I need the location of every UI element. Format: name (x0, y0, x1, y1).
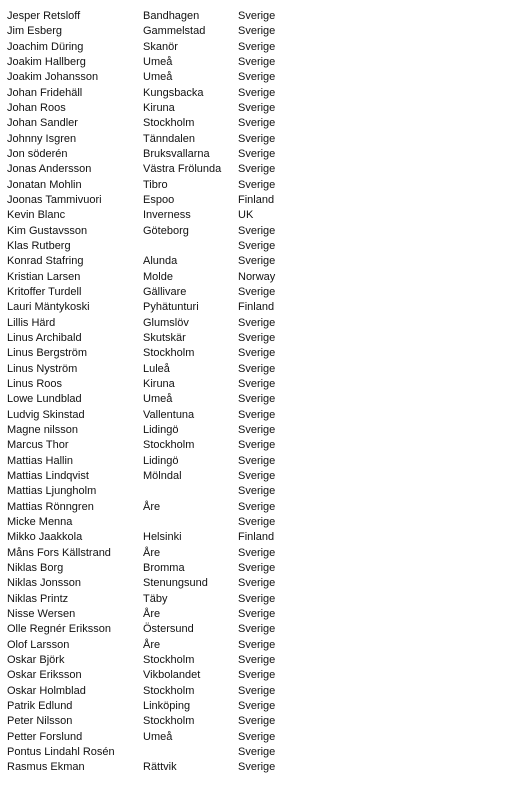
table-row (7, 392, 517, 407)
city-cell: Stockholm (143, 715, 195, 728)
country-cell: Sverige (238, 592, 276, 605)
country-cell: Sverige (238, 286, 276, 299)
country-cell: Sverige (238, 86, 276, 99)
table-row (7, 637, 517, 652)
city-cell: Östersund (143, 623, 194, 636)
city-cell: Umeå (143, 730, 173, 743)
city-cell: Stockholm (143, 117, 195, 130)
city-cell: Vikbolandet (143, 669, 201, 682)
city-cell: Glumslöv (143, 316, 189, 329)
name-cell: Lauri Mäntykoski (7, 301, 90, 314)
country-cell: Sverige (238, 470, 276, 482)
city-cell: Stockholm (143, 347, 195, 360)
name-cell: Linus Nyström (7, 362, 78, 375)
table-row (7, 208, 517, 223)
table-row (7, 576, 517, 591)
city-cell: Skutskär (143, 332, 186, 345)
name-cell: Magne nilsson (7, 424, 78, 437)
table-row (7, 316, 517, 331)
name-cell: Johan Roos (7, 102, 66, 115)
country-cell: Sverige (238, 10, 276, 23)
country-cell: Sverige (238, 684, 276, 697)
city-cell: Molde (143, 270, 173, 283)
name-cell: Johan Fridehäll (7, 86, 83, 99)
city-cell: Kungsbacka (143, 86, 204, 99)
country-cell: Sverige (238, 761, 276, 774)
name-cell: Johnny Isgren (7, 132, 77, 145)
city-cell: Åre (143, 638, 161, 651)
name-cell: Lillis Härd (7, 316, 56, 329)
table-row (7, 500, 517, 515)
country-cell: Sverige (238, 454, 276, 467)
name-cell: Kevin Blanc (7, 209, 66, 222)
country-cell: Sverige (238, 117, 276, 130)
country-cell: Sverige (238, 132, 276, 145)
name-cell: Joakim Hallberg (7, 56, 86, 69)
city-cell: Pyhätunturi (143, 301, 199, 314)
country-cell: Sverige (238, 638, 276, 651)
country-cell: Sverige (238, 515, 276, 528)
country-cell: Sverige (238, 623, 276, 636)
country-cell: Sverige (238, 424, 276, 437)
table-row (7, 683, 517, 698)
table-row (7, 70, 517, 85)
city-cell: Kiruna (143, 378, 175, 391)
name-cell: Marcus Thor (7, 439, 69, 452)
country-cell: Sverige (238, 178, 276, 191)
city-cell: Lidingö (143, 454, 179, 467)
city-cell: Rättvik (143, 761, 177, 774)
name-cell: Jesper Retsloff (7, 10, 81, 23)
table-row (7, 377, 517, 392)
name-cell: Måns Fors Källstrand (7, 546, 111, 559)
name-cell: Olle Regnér Eriksson (7, 623, 111, 636)
country-cell: Sverige (238, 669, 276, 682)
city-cell: Lidingö (143, 424, 179, 437)
country-cell: Sverige (238, 607, 276, 620)
country-cell: Finland (238, 301, 275, 314)
city-cell: Umeå (143, 393, 173, 406)
country-cell: Sverige (238, 316, 276, 329)
name-cell: Joonas Tammivuori (7, 194, 102, 207)
name-cell: Pontus Lindahl Rosén (7, 745, 115, 758)
table-row (7, 270, 517, 285)
country-cell: Sverige (238, 240, 276, 253)
country-cell: Sverige (238, 40, 276, 53)
table-row (7, 545, 517, 560)
name-cell: Petter Forslund (7, 730, 83, 743)
name-cell: Kritoffer Turdell (7, 286, 82, 299)
name-cell: Patrik Edlund (7, 699, 73, 712)
city-cell: Linköping (143, 699, 191, 712)
city-cell: Alunda (143, 255, 178, 268)
name-cell: Oskar Holmblad (7, 684, 86, 697)
city-cell: Västra Frölunda (143, 163, 222, 176)
table-row (7, 9, 517, 24)
table-row (7, 408, 517, 423)
city-cell: Tibro (143, 178, 168, 191)
country-cell: Sverige (238, 408, 276, 421)
city-cell: Mölndal (143, 470, 182, 482)
table-row (7, 101, 517, 116)
table-row (7, 162, 517, 177)
table-row (7, 24, 517, 39)
table-row (7, 484, 517, 499)
name-cell: Micke Menna (7, 515, 73, 528)
country-cell: UK (238, 209, 254, 222)
city-cell: Bromma (143, 561, 185, 574)
table-row (7, 285, 517, 300)
name-cell: Rasmus Ekman (7, 761, 85, 774)
name-cell: Joachim Düring (7, 40, 84, 53)
name-cell: Mikko Jaakkola (7, 531, 83, 544)
name-cell: Nisse Wersen (7, 607, 76, 620)
table-row (7, 132, 517, 147)
name-cell: Niklas Borg (7, 561, 64, 574)
country-cell: Sverige (238, 393, 276, 406)
country-cell: Finland (238, 194, 275, 207)
city-cell: Gällivare (143, 286, 187, 299)
table-row (7, 224, 517, 239)
city-cell: Bruksvallarna (143, 148, 210, 161)
country-cell: Sverige (238, 577, 276, 590)
table-row (7, 116, 517, 131)
name-cell: Linus Roos (7, 378, 63, 391)
name-cell: Mattias Lindqvist (7, 470, 89, 482)
country-cell: Sverige (238, 439, 276, 452)
name-cell: Jonas Andersson (7, 163, 92, 176)
name-cell: Jim Esberg (7, 25, 63, 38)
table-row (7, 40, 517, 55)
country-cell: Sverige (238, 347, 276, 360)
country-cell: Sverige (238, 163, 276, 176)
name-cell: Niklas Jonsson (7, 577, 81, 590)
country-cell: Finland (238, 531, 275, 544)
city-cell: Luleå (143, 362, 170, 375)
table-row (7, 653, 517, 668)
table-row (7, 147, 517, 162)
country-cell: Sverige (238, 56, 276, 69)
name-cell: Linus Bergström (7, 347, 88, 360)
table-row (7, 530, 517, 545)
table-row (7, 607, 517, 622)
country-cell: Sverige (238, 485, 276, 498)
table-row (7, 254, 517, 269)
city-cell: Kiruna (143, 102, 175, 115)
name-cell: Mattias Ljungholm (7, 485, 97, 498)
table-row (7, 193, 517, 208)
name-cell: Mattias Rönngren (7, 500, 94, 513)
city-cell: Gammelstad (143, 25, 206, 38)
name-cell: Oskar Björk (7, 653, 65, 666)
table-row (7, 438, 517, 453)
city-cell: Stockholm (143, 684, 195, 697)
city-cell: Täby (143, 592, 168, 605)
table-row (7, 239, 517, 254)
city-cell: Inverness (143, 209, 191, 222)
name-cell: Kristian Larsen (7, 270, 81, 283)
country-cell: Sverige (238, 25, 276, 38)
table-row (7, 714, 517, 729)
city-cell: Espoo (143, 194, 175, 207)
name-cell: Ludvig Skinstad (7, 408, 85, 421)
table-row (7, 591, 517, 606)
table-row (7, 729, 517, 744)
table-row (7, 668, 517, 683)
table-row (7, 86, 517, 101)
name-cell: Mattias Hallin (7, 454, 74, 467)
country-cell: Sverige (238, 500, 276, 513)
name-cell: Klas Rutberg (7, 240, 71, 253)
table-row (7, 362, 517, 377)
participant-table (7, 9, 517, 775)
city-cell: Stenungsund (143, 577, 208, 590)
country-cell: Sverige (238, 745, 276, 758)
name-cell: Joakim Johansson (7, 71, 99, 84)
city-cell: Tänndalen (143, 132, 195, 145)
city-cell: Vallentuna (143, 408, 195, 421)
name-cell: Johan Sandler (7, 117, 78, 130)
table-row (7, 469, 517, 484)
name-cell: Konrad Stafring (7, 255, 84, 268)
country-cell: Sverige (238, 715, 276, 728)
table-row (7, 55, 517, 70)
table-row (7, 346, 517, 361)
country-cell: Sverige (238, 730, 276, 743)
name-cell: Lowe Lundblad (7, 393, 82, 406)
country-cell: Sverige (238, 332, 276, 345)
table-row (7, 699, 517, 714)
city-cell: Skanör (143, 40, 178, 53)
name-cell: Kim Gustavsson (7, 224, 88, 237)
city-cell: Åre (143, 546, 161, 559)
city-cell: Umeå (143, 71, 173, 84)
name-cell: Linus Archibald (7, 332, 82, 345)
table-row (7, 515, 517, 530)
city-cell: Bandhagen (143, 10, 200, 23)
name-cell: Olof Larsson (7, 638, 70, 651)
city-cell: Åre (143, 500, 161, 513)
table-row (7, 622, 517, 637)
country-cell: Norway (238, 270, 276, 283)
city-cell: Stockholm (143, 653, 195, 666)
city-cell: Åre (143, 607, 161, 620)
country-cell: Sverige (238, 699, 276, 712)
name-cell: Oskar Eriksson (7, 669, 82, 682)
country-cell: Sverige (238, 362, 276, 375)
city-cell: Göteborg (143, 224, 189, 237)
country-cell: Sverige (238, 102, 276, 115)
name-cell: Jon söderén (7, 148, 68, 161)
country-cell: Sverige (238, 148, 276, 161)
table-row (7, 331, 517, 346)
name-cell: Jonatan Mohlin (7, 178, 82, 191)
table-row (7, 454, 517, 469)
name-cell: Peter Nilsson (7, 715, 73, 728)
name-cell: Niklas Printz (7, 592, 69, 605)
city-cell: Umeå (143, 56, 173, 69)
country-cell: Sverige (238, 224, 276, 237)
table-row (7, 760, 517, 775)
city-cell: Helsinki (143, 531, 182, 544)
table-row (7, 178, 517, 193)
country-cell: Sverige (238, 546, 276, 559)
table-row (7, 300, 517, 315)
country-cell: Sverige (238, 653, 276, 666)
country-cell: Sverige (238, 71, 276, 84)
table-row (7, 745, 517, 760)
country-cell: Sverige (238, 561, 276, 574)
table-row (7, 561, 517, 576)
table-row (7, 423, 517, 438)
city-cell: Stockholm (143, 439, 195, 452)
country-cell: Sverige (238, 255, 276, 268)
country-cell: Sverige (238, 378, 276, 391)
